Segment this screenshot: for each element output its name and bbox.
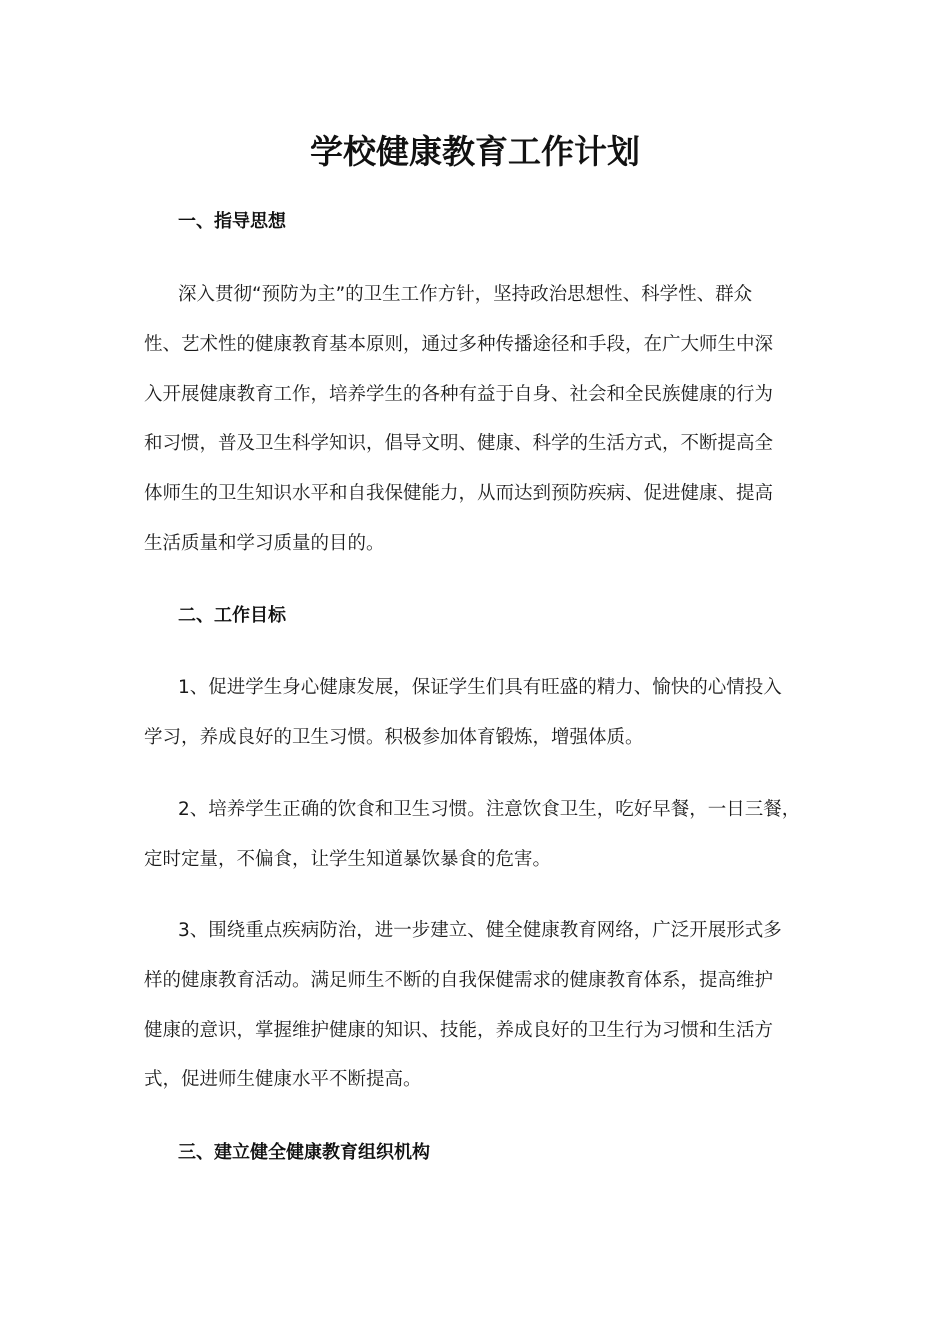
section-heading-organization: 三、建立健全健康教育组织机构 [178, 1142, 430, 1163]
paragraph-line: 生活质量和学习质量的目的。 [144, 532, 385, 554]
paragraph-line: 学习，养成良好的卫生习惯。积极参加体育锻炼，增强体质。 [144, 726, 644, 748]
paragraph-line: 2、培养学生正确的饮食和卫生习惯。注意饮食卫生，吃好早餐，一日三餐， [178, 799, 801, 820]
paragraph-goal-2 [144, 785, 826, 885]
paragraph-line: 性、艺术性的健康教育基本原则，通过多种传播途径和手段，在广大师生中深 [144, 333, 774, 355]
paragraph-line: 样的健康教育活动。满足师生不断的自我保健需求的健康教育体系，提高维护 [144, 969, 774, 991]
paragraph-line: 体师生的卫生知识水平和自我保健能力，从而达到预防疾病、促进健康、提高 [144, 483, 774, 505]
document-title: 学校健康教育工作计划 [310, 132, 640, 171]
paragraph-line: 定时定量，不偏食，让学生知道暴饮暴食的危害。 [144, 848, 552, 870]
paragraph-line: 入开展健康教育工作，培养学生的各种有益于自身、社会和全民族健康的行为 [144, 383, 774, 405]
section-heading-work-goals: 二、工作目标 [178, 605, 286, 626]
paragraph-guiding-thought [144, 270, 826, 569]
paragraph-line: 深入贯彻“预防为主”的卫生工作方针，坚持政治思想性、科学性、群众 [178, 284, 753, 305]
paragraph-line: 式，促进师生健康水平不断提高。 [144, 1069, 422, 1091]
paragraph-line: 1、促进学生身心健康发展，保证学生们具有旺盛的精力、愉快的心情投入 [178, 677, 782, 698]
paragraph-goal-1 [144, 663, 826, 763]
paragraph-line: 3、围绕重点疾病防治，进一步建立、健全健康教育网络，广泛开展形式多 [178, 920, 782, 941]
paragraph-goal-3 [144, 906, 826, 1105]
section-heading-guiding-thought: 一、指导思想 [178, 211, 286, 232]
paragraph-line: 和习惯，普及卫生科学知识，倡导文明、健康、科学的生活方式，不断提高全 [144, 433, 774, 455]
paragraph-line: 健康的意识，掌握维护健康的知识、技能，养成良好的卫生行为习惯和生活方 [144, 1019, 774, 1041]
